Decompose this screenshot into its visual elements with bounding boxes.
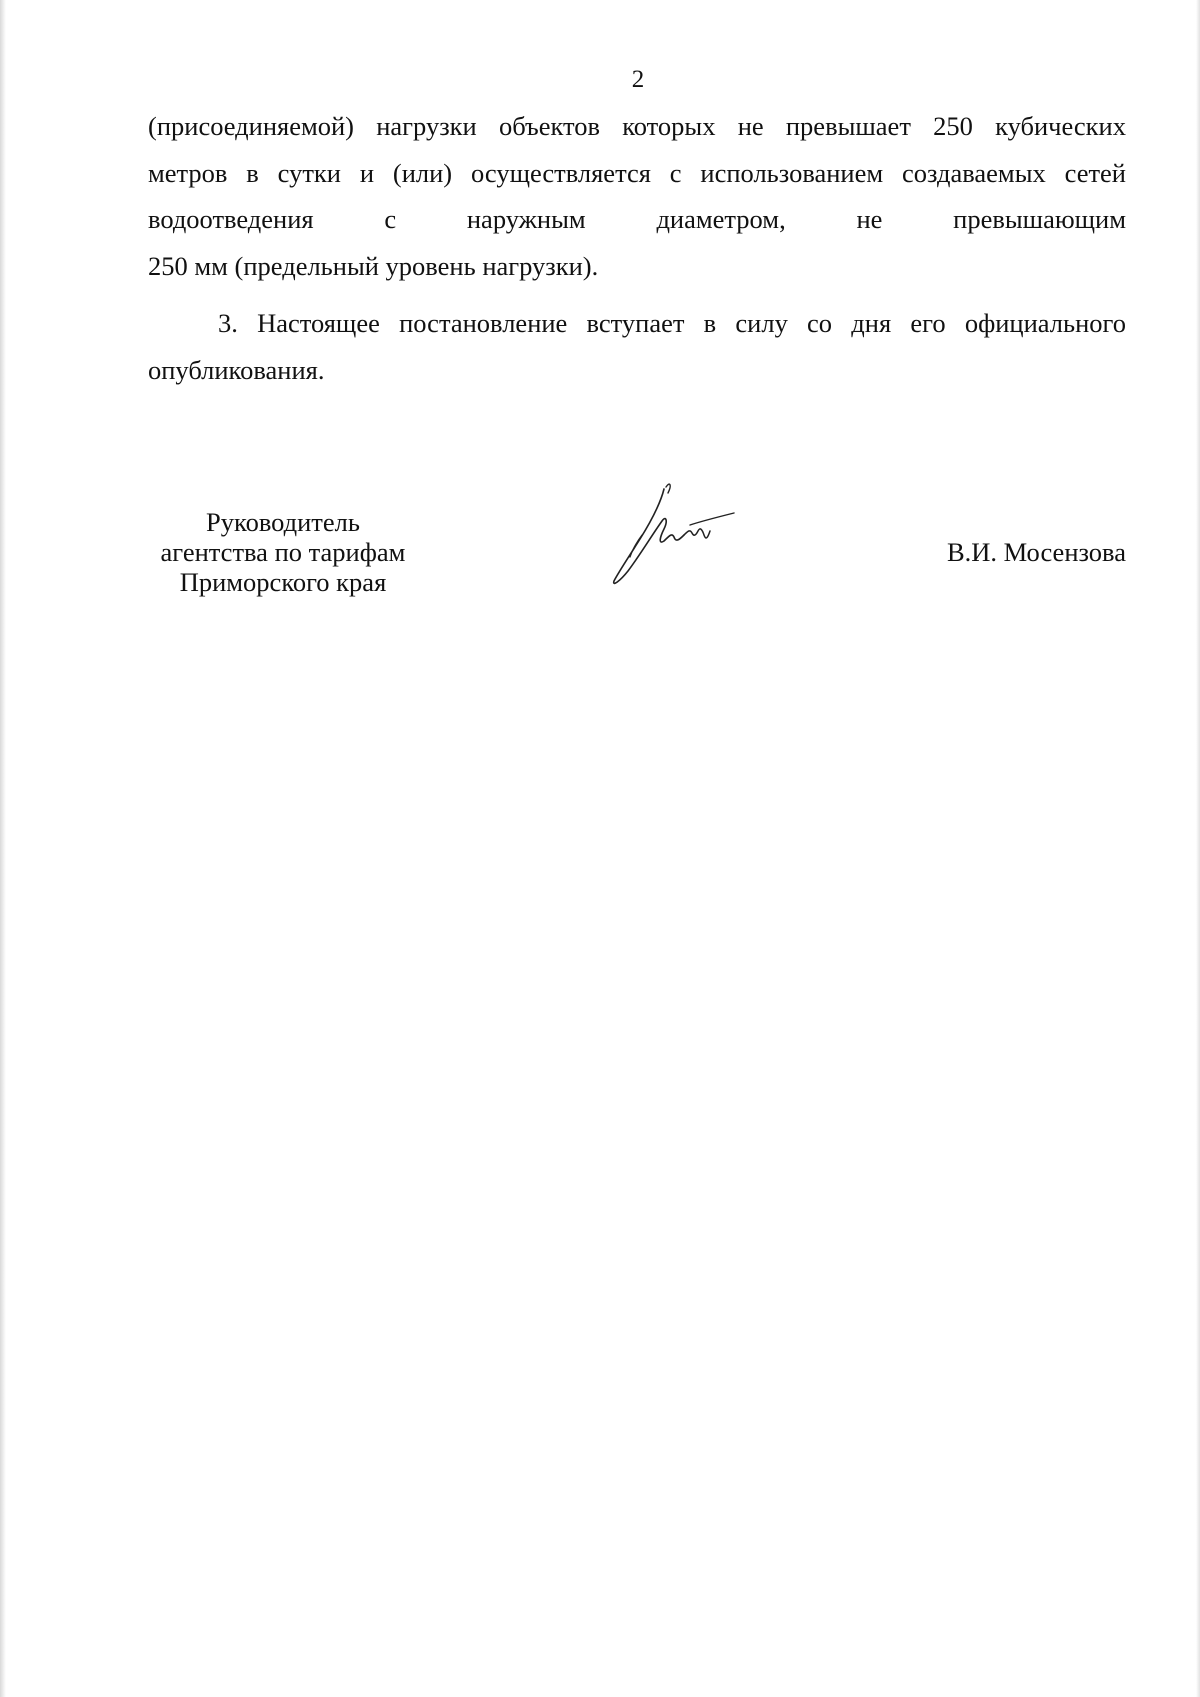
paragraph-line: водоотведения с наружным диаметром, не превышающим — [148, 204, 1126, 234]
scan-edge-left — [0, 0, 6, 1697]
handwritten-signature — [606, 477, 736, 587]
signer-title-line: агентства по тарифам — [160, 537, 406, 567]
signer-title — [148, 507, 418, 597]
paragraph-item-3: 3. Настоящее постановление вступает в силу со дня его официального опубликования. — [148, 308, 1126, 385]
paragraph-line: метров в сутки и (или) осуществляется с использованием создаваемых сетей — [148, 157, 1126, 188]
paragraph-line: (присоединяемой) нагрузки объектов которых не превышает 250 кубических — [148, 111, 1126, 141]
paragraph-continuation — [148, 103, 1126, 289]
signer-title-line: Руководитель — [206, 507, 360, 537]
paragraph-line: 250 мм (предельный уровень нагрузки). — [148, 250, 599, 281]
scan-edge-right — [1196, 0, 1200, 1697]
signer-name: В.И. Мосензова — [946, 537, 1126, 567]
page-number: 2 — [631, 66, 645, 93]
signature-block — [148, 507, 1126, 617]
signer-title-line: Приморского края — [179, 567, 387, 597]
